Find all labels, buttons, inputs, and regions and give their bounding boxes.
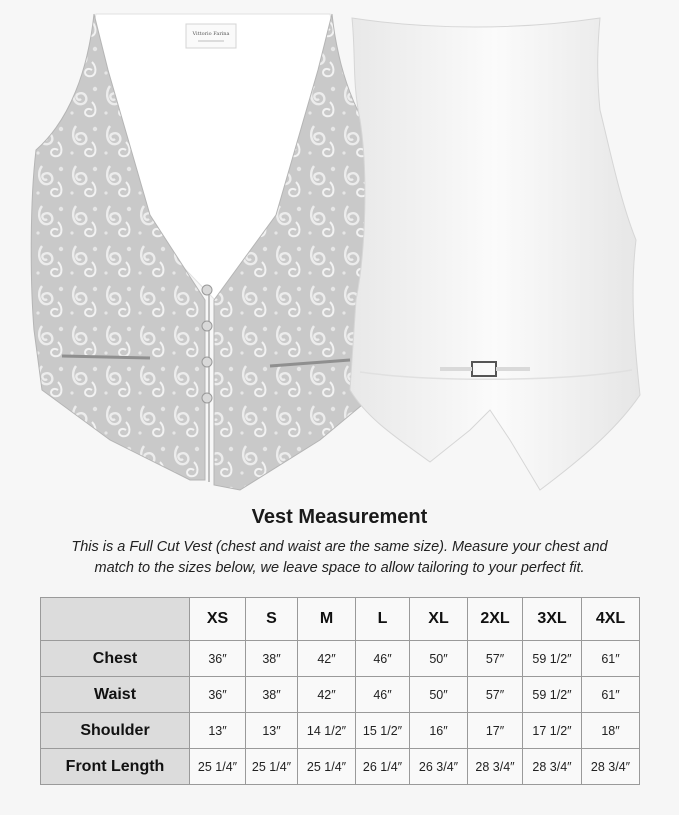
- table-cell: 46″: [356, 641, 410, 677]
- table-cell: 61″: [582, 677, 640, 713]
- row-label-shoulder: Shoulder: [41, 713, 190, 749]
- table-cell: 26 3/4″: [410, 749, 468, 785]
- vest-button: [202, 357, 212, 367]
- row-label-front-length: Front Length: [41, 749, 190, 785]
- table-cell: 28 3/4″: [582, 749, 640, 785]
- table-cell: 36″: [190, 641, 246, 677]
- table-cell: 36″: [190, 677, 246, 713]
- row-label-chest: Chest: [41, 641, 190, 677]
- size-header-row: [41, 598, 640, 641]
- table-cell: 17 1/2″: [523, 713, 582, 749]
- table-cell: 28 3/4″: [523, 749, 582, 785]
- vest-pocket-left: [62, 356, 150, 358]
- vest-button: [202, 393, 212, 403]
- table-row-front-length: [41, 749, 640, 785]
- table-cell: 18″: [582, 713, 640, 749]
- table-cell: 42″: [298, 641, 356, 677]
- table-cell: 59 1/2″: [523, 641, 582, 677]
- vest-button: [202, 285, 212, 295]
- back-vest: [350, 18, 640, 490]
- table-cell: 57″: [468, 641, 523, 677]
- table-cell: 28 3/4″: [468, 749, 523, 785]
- table-corner-cell: [41, 598, 190, 641]
- table-cell: 38″: [246, 677, 298, 713]
- table-cell: 57″: [468, 677, 523, 713]
- size-header-xl: XL: [410, 598, 468, 641]
- table-cell: 15 1/2″: [356, 713, 410, 749]
- table-cell: 38″: [246, 641, 298, 677]
- table-cell: 25 1/4″: [246, 749, 298, 785]
- size-header-m: M: [298, 598, 356, 641]
- table-row-shoulder: [41, 713, 640, 749]
- size-header-xs: XS: [190, 598, 246, 641]
- table-cell: 46″: [356, 677, 410, 713]
- table-cell: 25 1/4″: [190, 749, 246, 785]
- table-cell: 42″: [298, 677, 356, 713]
- table-cell: 26 1/4″: [356, 749, 410, 785]
- size-header-2xl: 2XL: [468, 598, 523, 641]
- row-label-waist: Waist: [41, 677, 190, 713]
- description-line-1: This is a Full Cut Vest (chest and waist are the same size). Measure your chest and: [71, 539, 608, 555]
- table-cell: 13″: [190, 713, 246, 749]
- vest-description: [40, 537, 639, 579]
- table-cell: 14 1/2″: [298, 713, 356, 749]
- size-header-3xl: 3XL: [523, 598, 582, 641]
- page-title: Vest Measurement: [251, 506, 428, 528]
- size-header-l: L: [356, 598, 410, 641]
- table-cell: 13″: [246, 713, 298, 749]
- table-cell: 61″: [582, 641, 640, 677]
- table-row-chest: [41, 641, 640, 677]
- description-line-2: match to the sizes below, we leave space to allow tailoring to your perfect fit.: [94, 560, 585, 576]
- table-cell: 16″: [410, 713, 468, 749]
- front-vest-label-text: Vittorio Farina: [192, 31, 230, 37]
- table-cell: 25 1/4″: [298, 749, 356, 785]
- vest-button: [202, 321, 212, 331]
- table-cell: 50″: [410, 677, 468, 713]
- table-row-waist: [41, 677, 640, 713]
- table-cell: 50″: [410, 641, 468, 677]
- table-cell: 17″: [468, 713, 523, 749]
- table-cell: 59 1/2″: [523, 677, 582, 713]
- size-header-4xl: 4XL: [582, 598, 640, 641]
- size-chart-table: [40, 597, 640, 785]
- size-header-s: S: [246, 598, 298, 641]
